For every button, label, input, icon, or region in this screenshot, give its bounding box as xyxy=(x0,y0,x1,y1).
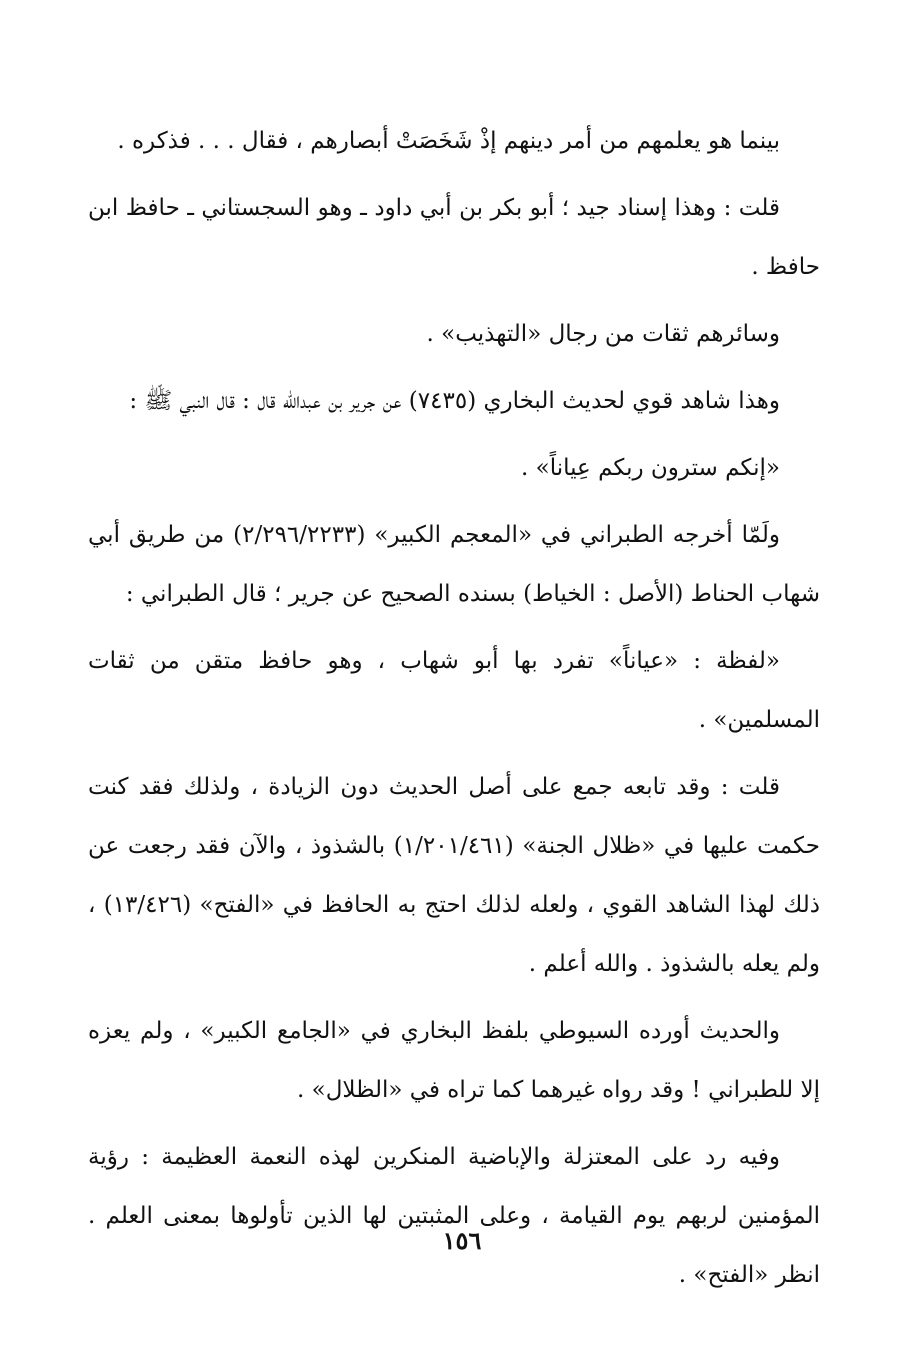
page-number: ١٥٦ xyxy=(442,1226,482,1255)
paragraph-6: ولَمّا أخرجه الطبراني في «المعجم الكبير» (٢/٢٩٦/٢٢٣٣) من طريق أبي شهاب الحناط (الأصل : الخياط) بسنده الصحيح عن جرير ؛ قال الطبراني : xyxy=(88,522,820,607)
paragraph-9: والحديث أورده السيوطي بلفظ البخاري في «الجامع الكبير» ، ولم يعزه إلا للطبراني ! وقد رواه غيرهما كما تراه في «الظلال» . xyxy=(88,1018,820,1103)
paragraph-10: وفيه رد على المعتزلة والإباضية المنكرين لهذه النعمة العظيمة : رؤية المؤمنين لربهم يوم القيامة ، وعلى المثبتين لها الذين تأولوها بمعنى العلم . انظر «الفتح» . xyxy=(88,1144,820,1288)
paragraph-4: وهذا شاهد قوي لحديث البخاري (٧٤٣٥) عن جرير بن عبدالله قال : قال النبي ﷺ : xyxy=(129,388,780,414)
paragraph-1: بينما هو يعلمهم من أمر دينهم إذْ شَخَصَتْ أبصارهم ، فقال . . . فذكره . xyxy=(117,128,780,154)
paragraph-3: وسائرهم ثقات من رجال «التهذيب» . xyxy=(426,321,780,347)
paragraph-7: «لفظة : «عياناً» تفرد بها أبو شهاب ، وهو حافظ متقن من ثقات المسلمين» . xyxy=(88,648,820,733)
paragraph-2: قلت : وهذا إسناد جيد ؛ أبو بكر بن أبي داود ـ وهو السجستاني ـ حافظ ابن حافظ . xyxy=(88,195,820,280)
page-body xyxy=(88,112,820,1305)
paragraph-8: قلت : وقد تابعه جمع على أصل الحديث دون الزيادة ، ولذلك فقد كنت حكمت عليها في «ظلال الجنة» (١/٢٠١/٤٦١) بالشذوذ ، والآن فقد رجعت عن ذلك لهذا الشاهد القوي ، ولعله لذلك احتج به الحافظ في «الفتح» (١٣/٤٢٦) ، ولم يعله بالشذوذ . والله أعلم . xyxy=(88,774,820,977)
paragraph-5: «إنكم سترون ربكم عِياناً» . xyxy=(521,455,780,481)
